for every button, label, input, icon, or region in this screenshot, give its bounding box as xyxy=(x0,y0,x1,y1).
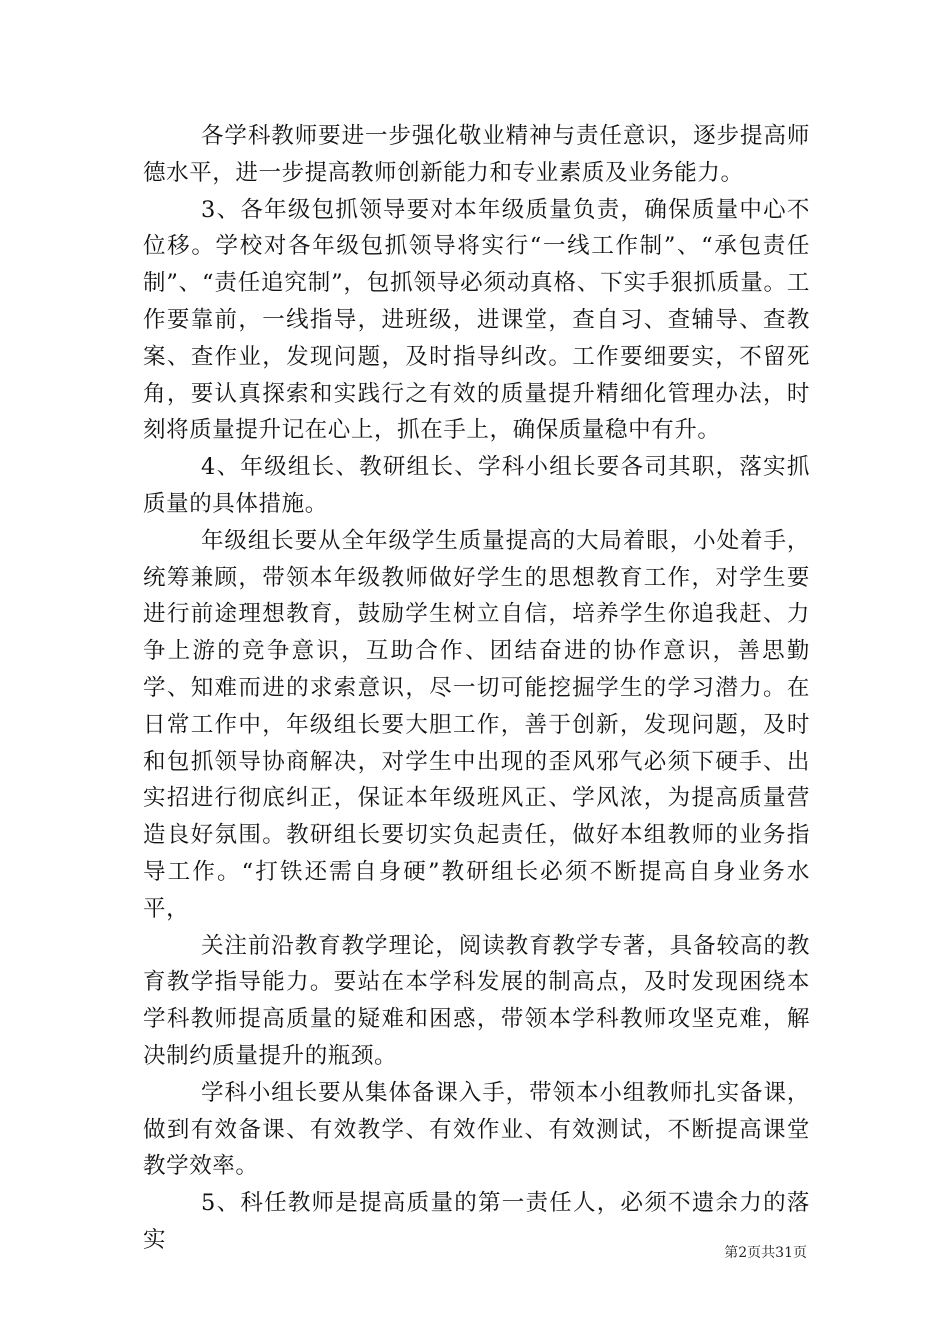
paragraph: 年级组长要从全年级学生质量提高的大局着眼，小处着手，统筹兼顾，带领本年级教师做好学生的思想教育工作，对学生要进行前途理想教育，鼓励学生树立自信，培养学生你追我赶、力争上游的竞争意识，互助合作、团结奋进的协作意识，善思勤学、知难而进的求索意识，尽一切可能挖掘学生的学习潜力。在日常工作中，年级组长要大胆工作，善于创新，发现问题，及时和包抓领导协商解决，对学生中出现的歪风邪气必须下硬手、出实招进行彻底纠正，保证本年级班风正、学风浓，为提高质量营造良好氛围。教研组长要切实负起责任，做好本组教师的业务指导工作。“打铁还需自身硬”教研组长必须不断提高自身业务水平， xyxy=(143,527,810,922)
paragraph: 学科小组长要从集体备课入手，带领本小组教师扎实备课，做到有效备课、有效教学、有效作业、有效测试，不断提高课堂教学效率。 xyxy=(143,1079,810,1180)
document-body xyxy=(143,118,810,1259)
paragraph: 各学科教师要进一步强化敬业精神与责任意识，逐步提高师德水平，进一步提高教师创新能力和专业素质及业务能力。 xyxy=(143,123,810,186)
paragraph: 关注前沿教育教学理论，阅读教育教学专著，具备较高的教育教学指导能力。要站在本学科发展的制高点，及时发现困绕本学科教师提高质量的疑难和困惑，带领本学科教师攻坚克难，解决制约质量提升的瓶颈。 xyxy=(143,932,810,1069)
paragraph: 4、年级组长、教研组长、学科小组长要各司其职，落实抓质量的具体措施。 xyxy=(143,454,810,517)
paragraph: 5、科任教师是提高质量的第一责任人，必须不遗余力的落实 xyxy=(143,1190,810,1253)
paragraph: 3、各年级包抓领导要对本年级质量负责，确保质量中心不位移。学校对各年级包抓领导将实行“一线工作制”、“承包责任制”、“责任追究制”，包抓领导必须动真格、下实手狠抓质量。工作要靠前，一线指导，进班级，进课堂，查自习、查辅导、查教案、查作业，发现问题，及时指导纠改。工作要细要实，不留死角，要认真探索和实践行之有效的质量提升精细化管理办法，时刻将质量提升记在心上，抓在手上，确保质量稳中有升。 xyxy=(143,196,810,444)
page-number: 第2页共31页 xyxy=(724,1245,807,1261)
